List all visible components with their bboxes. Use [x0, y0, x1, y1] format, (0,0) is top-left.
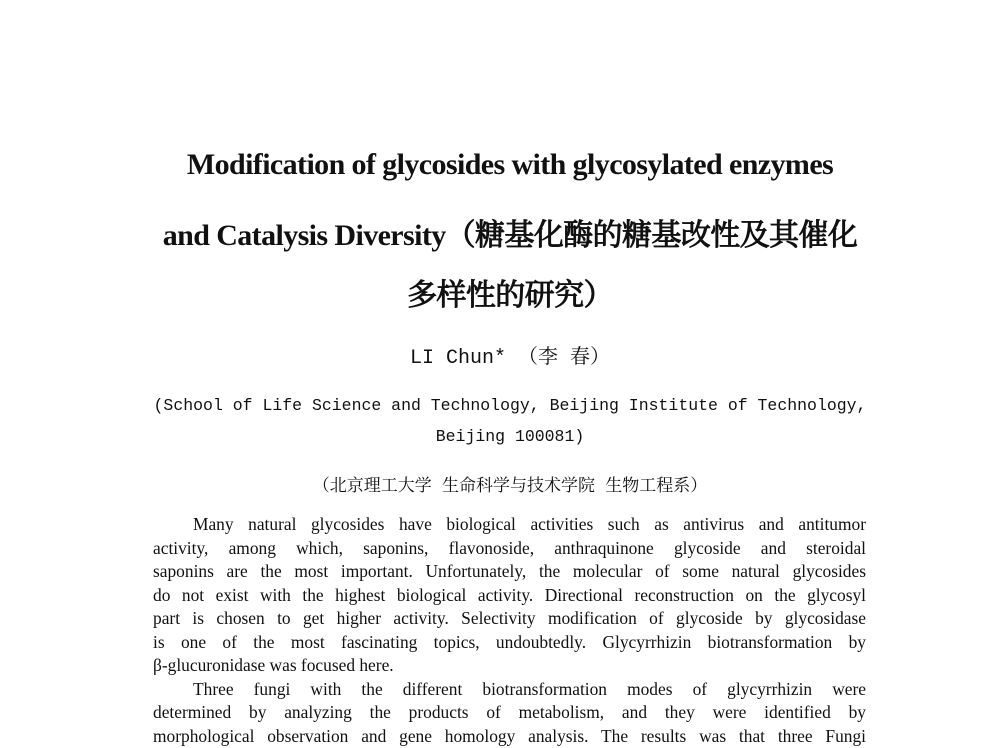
- author-line: LI Chun* （李 春）: [0, 340, 1000, 370]
- paragraph-1-line: is one of the most fascinating topics, undoubtedly. Glycyrrhizin biotransformation by: [153, 631, 866, 655]
- paragraph-1-line: activity, among which, saponins, flavonoside, anthraquinone glycoside and steroidal: [153, 537, 866, 561]
- paper-title-line-3: 多样性的研究）: [0, 270, 1000, 314]
- affiliation-line-2: Beijing 100081): [0, 427, 1000, 446]
- paragraph-2-line: determined by analyzing the products of metabolism, and they were identified by: [153, 701, 866, 725]
- paragraph-1-line: β-glucuronidase was focused here.: [153, 654, 866, 678]
- affiliation-chinese: （北京理工大学 生命科学与技术学院 生物工程系）: [0, 471, 1000, 497]
- paragraph-1-line: part is chosen to get higher activity. Selectivity modification of glycoside by glycosidase: [153, 607, 866, 631]
- paragraph-1-line: saponins are the most important. Unfortunately, the molecular of some natural glycosides: [153, 560, 866, 584]
- abstract-body: [153, 513, 866, 748]
- affiliation-line-1: (School of Life Science and Technology, Beijing Institute of Technology,: [0, 396, 1000, 415]
- paragraph-2-line: morphological observation and gene homology analysis. The results was that three Fungi: [153, 725, 866, 748]
- paragraph-1-line: Many natural glycosides have biological activities such as antivirus and antitumor: [153, 513, 866, 537]
- paper-title-line-2: and Catalysis Diversity（糖基化酶的糖基改性及其催化: [0, 210, 1000, 254]
- paper-title-line-1: Modification of glycosides with glycosylated enzymes: [0, 148, 1000, 182]
- paragraph-1-line: do not exist with the highest biological activity. Directional reconstruction on the glycosyl: [153, 584, 866, 608]
- paragraph-2-line: Three fungi with the different biotransformation modes of glycyrrhizin were: [153, 678, 866, 702]
